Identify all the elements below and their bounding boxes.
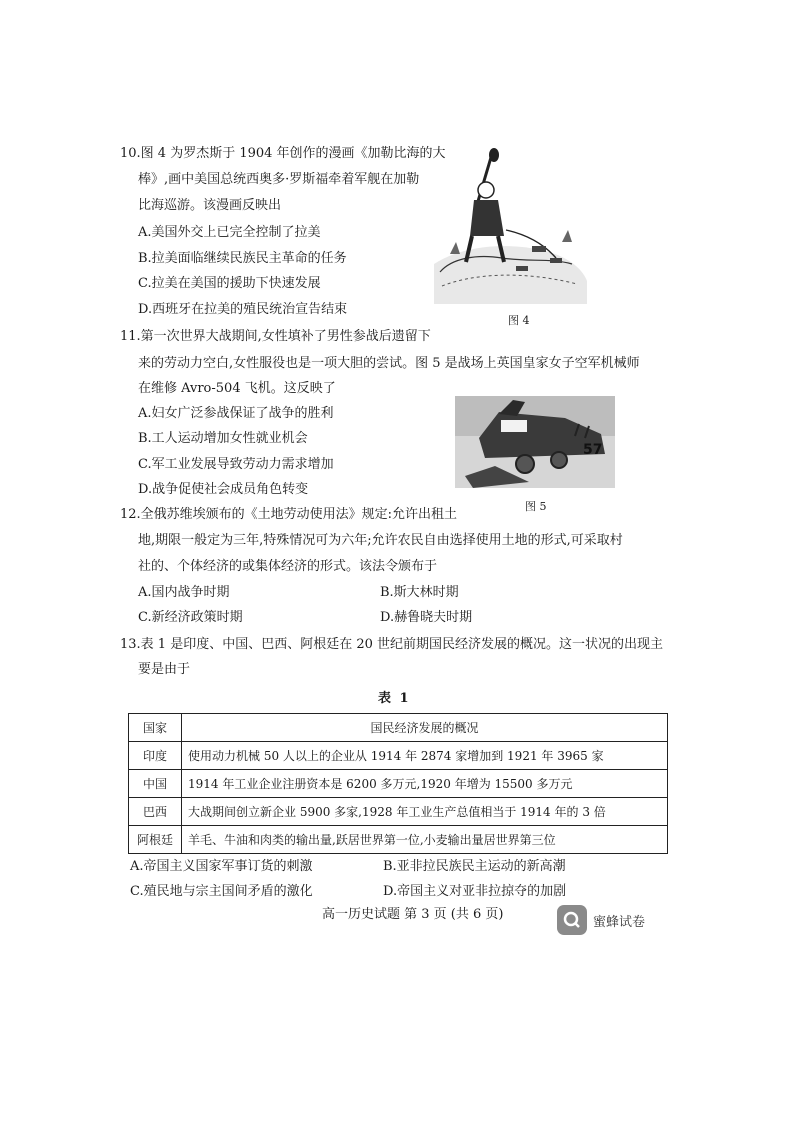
q11-option-b: B.工人运动增加女性就业机会	[138, 431, 308, 446]
q12-option-a: A.国内战争时期	[138, 585, 230, 600]
q13-option-a: A.帝国主义国家军事订货的刺激	[130, 859, 313, 874]
figure-4-cartoon	[432, 146, 592, 304]
q13-stem-line-1: 13.表 1 是印度、中国、巴西、阿根廷在 20 世纪前期国民经济发展的概况。这一状况的出现主	[120, 637, 664, 652]
table-cell-country: 阿根廷	[129, 826, 182, 854]
watermark-logo	[557, 905, 645, 935]
q13-option-b: B.亚非拉民族民主运动的新高潮	[383, 859, 566, 874]
table-row	[129, 742, 668, 770]
q11-stem-line-3: 在维修 Avro-504 飞机。这反映了	[138, 381, 336, 396]
q11-option-d: D.战争促使社会成员角色转变	[138, 482, 309, 497]
table-cell-country: 中国	[129, 770, 182, 798]
table-cell-overview: 羊毛、牛油和肉类的输出量,跃居世界第一位,小麦输出量居世界第三位	[182, 826, 668, 854]
q12-option-d: D.赫鲁晓夫时期	[380, 610, 473, 625]
q10-stem-line-1: 10.图 4 为罗杰斯于 1904 年创作的漫画《加勒比海的大	[120, 146, 446, 161]
q10-option-c: C.拉美在美国的援助下快速发展	[138, 276, 321, 291]
q10-stem-line-2: 棒》,画中美国总统西奥多·罗斯福牵着军舰在加勒	[138, 172, 420, 187]
q10-stem-line-3: 比海巡游。该漫画反映出	[138, 198, 282, 213]
q12-stem-line-3: 社的、个体经济的或集体经济的形式。该法令颁布于	[138, 559, 438, 574]
economy-table	[128, 713, 668, 854]
table-row	[129, 826, 668, 854]
table-header-overview: 国民经济发展的概况	[182, 714, 668, 742]
q10-option-a: A.美国外交上已完全控制了拉美	[138, 225, 321, 240]
table-cell-overview: 大战期间创立新企业 5900 多家,1928 年工业生产总值相当于 1914 年的 3 倍	[182, 798, 668, 826]
table-header-row	[129, 714, 668, 742]
q12-stem-line-1: 12.全俄苏维埃颁布的《土地劳动使用法》规定:允许出租土	[120, 507, 458, 522]
q13-option-d: D.帝国主义对亚非拉掠夺的加剧	[383, 884, 567, 899]
logo-icon	[557, 905, 587, 935]
table-cell-country: 巴西	[129, 798, 182, 826]
q11-stem-line-2: 来的劳动力空白,女性服役也是一项大胆的尝试。图 5 是战场上英国皇家女子空军机械师	[138, 356, 640, 371]
q13-option-c: C.殖民地与宗主国间矛盾的激化	[130, 884, 313, 899]
page-footer: 高一历史试题 第 3 页 (共 6 页)	[322, 907, 504, 922]
figure-5-caption: 图 5	[525, 500, 547, 513]
table-row	[129, 798, 668, 826]
table-1-title: 表 1	[378, 691, 411, 706]
logo-text: 蜜蜂试卷	[593, 914, 646, 930]
q12-option-b: B.斯大林时期	[380, 585, 459, 600]
table-cell-country: 印度	[129, 742, 182, 770]
figure-5-photo	[455, 396, 615, 488]
table-header-country: 国家	[129, 714, 182, 742]
q13-stem-line-2: 要是由于	[138, 662, 191, 677]
q12-option-c: C.新经济政策时期	[138, 610, 243, 625]
figure-5-plane-number: 57	[583, 442, 603, 458]
q10-option-d: D.西班牙在拉美的殖民统治宣告结束	[138, 302, 348, 317]
table-row	[129, 770, 668, 798]
q11-stem-line-1: 11.第一次世界大战期间,女性填补了男性参战后遗留下	[120, 329, 431, 344]
q10-option-b: B.拉美面临继续民族民主革命的任务	[138, 251, 347, 266]
table-cell-overview: 使用动力机械 50 人以上的企业从 1914 年 2874 家增加到 1921 年 3965 家	[182, 742, 668, 770]
q11-option-c: C.军工业发展导致劳动力需求增加	[138, 457, 334, 472]
figure-4-caption: 图 4	[508, 314, 530, 327]
q12-stem-line-2: 地,期限一般定为三年,特殊情况可为六年;允许农民自由选择使用土地的形式,可采取村	[138, 533, 623, 548]
q11-option-a: A.妇女广泛参战保证了战争的胜利	[138, 406, 334, 421]
table-cell-overview: 1914 年工业企业注册资本是 6200 多万元,1920 年增为 15500 多万元	[182, 770, 668, 798]
